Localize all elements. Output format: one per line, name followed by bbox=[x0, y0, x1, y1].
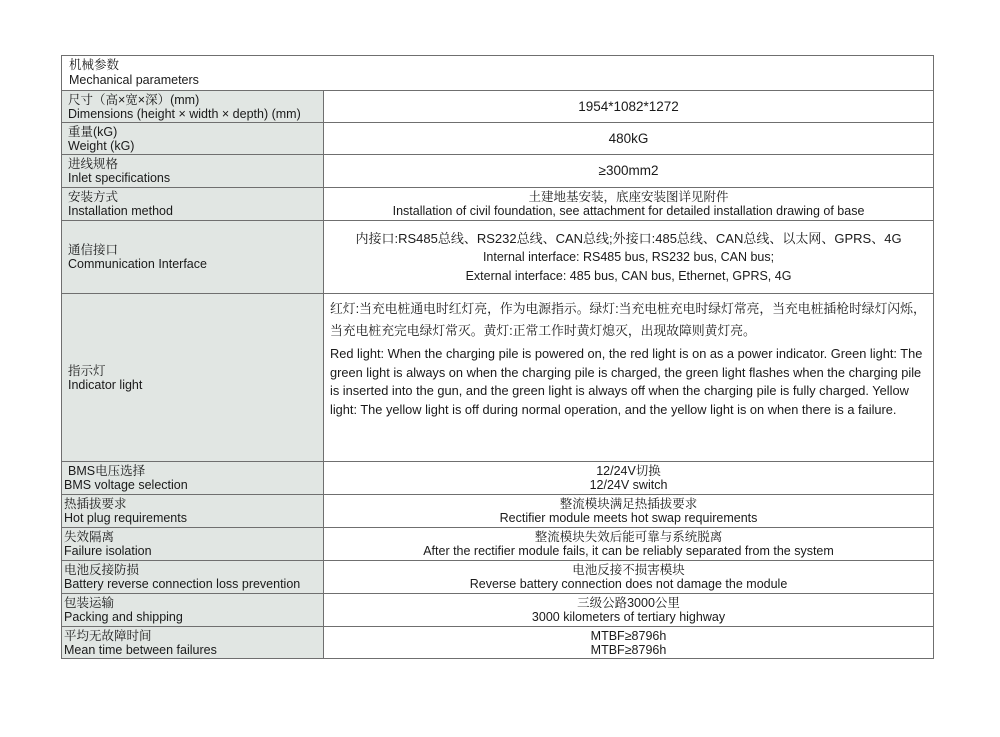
spec-label bbox=[62, 594, 324, 627]
value-line: 三级公路3000公里 bbox=[577, 596, 680, 610]
label-cn: 尺寸（高×宽×深）(mm) bbox=[68, 92, 200, 107]
label-cn: 热插拔要求 bbox=[64, 497, 127, 511]
indicator-description-cn: 红灯:当充电桩通电时红灯亮，作为电源指示。绿灯:当充电桩充电时绿灯常亮，当充电桩插枪时绿灯闪烁，当充电桩充完电绿灯常灭。黄灯:正常工作时黄灯熄灭，出现故障则黄灯亮。 bbox=[330, 301, 926, 338]
label-cn: 安装方式 bbox=[68, 190, 119, 204]
spec-value bbox=[324, 123, 934, 155]
section-title-en: Mechanical parameters bbox=[69, 73, 199, 87]
label-en: Packing and shipping bbox=[64, 610, 183, 624]
spec-row-weight bbox=[62, 123, 934, 155]
value-line: 电池反接不损害模块 bbox=[572, 563, 685, 577]
label-cn: 重量(kG) bbox=[68, 124, 118, 139]
value-line: Reverse battery connection does not damage the module bbox=[469, 577, 788, 591]
value-line: 12/24V switch bbox=[589, 478, 668, 492]
spec-row-failure-isolation bbox=[62, 528, 934, 561]
spec-value bbox=[324, 594, 934, 627]
label-en: BMS voltage selection bbox=[64, 478, 188, 492]
value-line: 内接口:RS485总线、RS232总线、CAN总线;外接口:485总线、CAN总线、以太网、GPRS、4G bbox=[355, 230, 902, 246]
value-line: 整流模块失效后能可靠与系统脱离 bbox=[534, 530, 723, 544]
spec-row-hot-plug bbox=[62, 495, 934, 528]
label-cn: 指示灯 bbox=[68, 363, 106, 378]
spec-label bbox=[62, 561, 324, 594]
spec-label bbox=[62, 155, 324, 188]
section-header-row bbox=[62, 56, 934, 91]
value-line: External interface: 485 bus, CAN bus, Ethernet, GPRS, 4G bbox=[465, 268, 792, 283]
spec-value bbox=[324, 495, 934, 528]
spec-value bbox=[324, 294, 934, 462]
spec-value bbox=[324, 221, 934, 294]
value-line: Rectifier module meets hot swap requirements bbox=[499, 511, 758, 525]
label-cn: BMS电压选择 bbox=[68, 464, 146, 478]
spec-value bbox=[324, 155, 934, 188]
spec-label bbox=[62, 462, 324, 495]
value-line: ≥300mm2 bbox=[598, 163, 659, 178]
value-line: 480kG bbox=[608, 130, 649, 146]
spec-row-installation bbox=[62, 188, 934, 221]
spec-label bbox=[62, 495, 324, 528]
spec-row-battery-reverse bbox=[62, 561, 934, 594]
spec-row-mtbf bbox=[62, 627, 934, 659]
spec-label bbox=[62, 528, 324, 561]
value-line: Internal interface: RS485 bus, RS232 bus, CAN bus; bbox=[482, 249, 775, 264]
label-en: Failure isolation bbox=[64, 544, 152, 558]
label-cn: 平均无故障时间 bbox=[64, 628, 152, 643]
spec-row-inlet bbox=[62, 155, 934, 188]
label-en: Hot plug requirements bbox=[64, 511, 187, 525]
value-line: Installation of civil foundation, see attachment for detailed installation drawing of base bbox=[392, 204, 865, 218]
indicator-description-en: Red light: When the charging pile is powered on, the red light is on as a power indicator. Green light: The green light is always on when the charging pile is charged, the green light flashes when the charging pile is inserted into the gun, and the green light is always off when the charging pile is fully charged. Yellow light: The yellow light is off during normal operation, and the yellow light is on when there is a failure. bbox=[330, 346, 923, 417]
label-en: Inlet specifications bbox=[68, 171, 171, 185]
spec-row-packing bbox=[62, 594, 934, 627]
label-cn: 进线规格 bbox=[68, 157, 119, 171]
spec-value bbox=[324, 561, 934, 594]
spec-value bbox=[324, 188, 934, 221]
section-title bbox=[62, 56, 934, 91]
spec-row-communication bbox=[62, 221, 934, 294]
label-en: Dimensions (height × width × depth) (mm) bbox=[68, 106, 301, 121]
label-en: Battery reverse connection loss prevention bbox=[64, 577, 301, 591]
value-line: 整流模块满足热插拔要求 bbox=[559, 497, 698, 511]
spec-label bbox=[62, 188, 324, 221]
spec-value bbox=[324, 528, 934, 561]
label-cn: 包装运输 bbox=[64, 596, 115, 610]
spec-value bbox=[324, 627, 934, 659]
label-cn: 失效隔离 bbox=[64, 530, 115, 544]
spec-label bbox=[62, 294, 324, 462]
spec-value bbox=[324, 91, 934, 123]
label-en: Indicator light bbox=[68, 377, 143, 392]
value-line: After the rectifier module fails, it can be reliably separated from the system bbox=[423, 544, 834, 558]
label-en: Communication Interface bbox=[68, 257, 207, 271]
value-line: MTBF≥8796h bbox=[590, 628, 667, 643]
spec-label bbox=[62, 91, 324, 123]
value-line: 3000 kilometers of tertiary highway bbox=[531, 610, 726, 624]
spec-row-dimensions bbox=[62, 91, 934, 123]
spec-value bbox=[324, 462, 934, 495]
value-line: 12/24V切换 bbox=[596, 464, 661, 478]
label-cn: 电池反接防损 bbox=[64, 563, 140, 577]
spec-row-bms bbox=[62, 462, 934, 495]
spec-label bbox=[62, 123, 324, 155]
spec-label bbox=[62, 627, 324, 659]
spec-label bbox=[62, 221, 324, 294]
label-en: Mean time between failures bbox=[64, 642, 217, 657]
label-cn: 通信接口 bbox=[68, 243, 119, 257]
value-line: MTBF≥8796h bbox=[590, 642, 667, 657]
value-line: 1954*1082*1272 bbox=[578, 98, 679, 114]
label-en: Installation method bbox=[68, 204, 173, 218]
label-en: Weight (kG) bbox=[68, 138, 135, 153]
spec-row-indicator bbox=[62, 294, 934, 462]
value-line: 土建地基安装，底座安装图详见附件 bbox=[528, 190, 729, 204]
mechanical-parameters-table bbox=[61, 55, 934, 659]
section-title-cn: 机械参数 bbox=[69, 58, 120, 72]
